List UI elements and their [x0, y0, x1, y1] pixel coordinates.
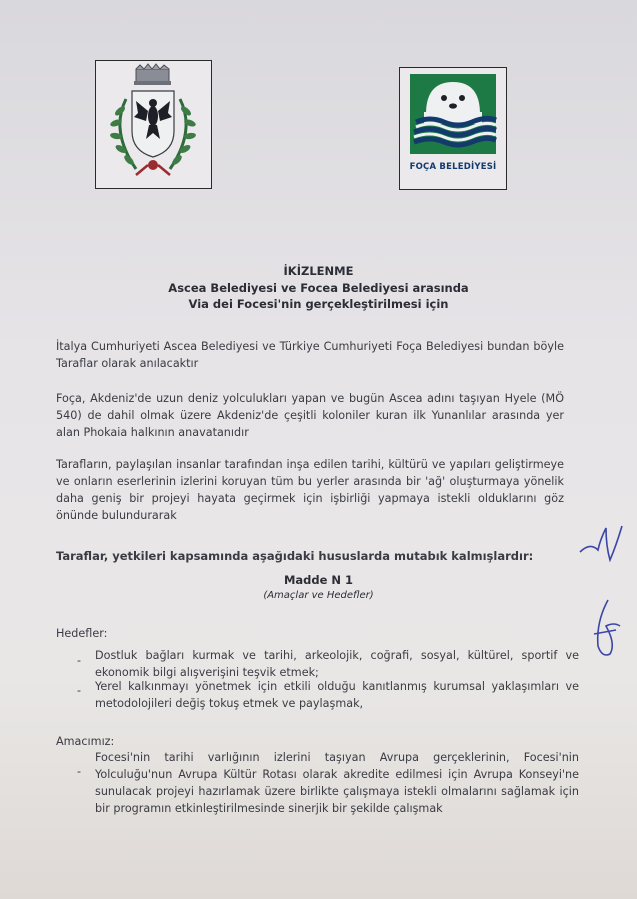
- bullet-dash: -: [77, 684, 82, 697]
- article-title: Madde N 1: [283, 573, 354, 587]
- foca-seal-icon: [400, 68, 506, 158]
- objectives-label: Hedefler:: [56, 627, 108, 640]
- paragraph-foca-history: Foça, Akdeniz'de uzun deniz yolculukları yapan ve bugün Ascea adını taşıyan Hyele (MÖ 540) de dahil olmak üzere Akdeniz'de çeşitli koloniler kuran ilk Yunanlılar arasında yer alan Phokaia halkının anavatanıdır: [56, 392, 564, 439]
- foca-logo-label: FOÇA BELEDİYESİ: [409, 162, 497, 172]
- document-subtitle-2: Via dei Focesi'nin gerçekleştirilmesi için: [188, 297, 449, 311]
- paragraph-parties: İtalya Cumhuriyeti Ascea Belediyesi ve Türkiye Cumhuriyeti Foça Belediyesi bundan böyle Taraflar olarak anılacaktır: [56, 340, 564, 370]
- paragraph-cooperation: Tarafların, paylaşılan insanlar tarafından inşa edilen tarihi, kültürü ve yapıları geliştirmeye ve onların eserlerinin izlerini koruyan tüm bu yerler arasında bir 'ağ' oluşturmaya yönelik daha geniş bir projeyi hayata geçirmek için işbirliği yapmaya istekli olduklarını göz önünde bulundurarak: [56, 458, 564, 522]
- foca-logo-frame: [399, 67, 507, 190]
- document-subtitle-1: Ascea Belediyesi ve Focea Belediyesi arasında: [168, 281, 469, 295]
- objective-item-1: Dostluk bağları kurmak ve tarihi, arkeolojik, coğrafi, sosyal, kültürel, sportif ve ekonomik bilgi alışverişini teşvik etmek;: [95, 649, 579, 679]
- bullet-dash: -: [77, 654, 82, 667]
- aim-item-1: Focesi'nin tarihi varlığının izlerini taşıyan Avrupa gerçeklerinin, Focesi'nin Yolculuğu'nun Avrupa Kültür Rotası olarak akredite edilmesi için Avrupa Konseyi'ne sunulacak projeyi hazırlamak üzere birlikte çalışmaya istekli olmalarını sağlamak için bir programın etkinleştirilmesinde sinerjik bir şekilde çalışmak: [95, 751, 579, 815]
- article-subtitle: (Amaçlar ve Hedefler): [263, 590, 374, 601]
- document-title: İKİZLENME: [283, 264, 354, 278]
- bullet-dash: -: [77, 765, 82, 778]
- agreement-statement: Taraflar, yetkileri kapsamında aşağıdaki hususlarda mutabık kalmışlardır:: [56, 549, 534, 563]
- aims-label: Amacımız:: [56, 735, 115, 748]
- ascea-logo-frame: [95, 60, 212, 189]
- signature-initial-1: [576, 522, 628, 566]
- objective-item-2: Yerel kalkınmayı yönetmek için etkili olduğu kanıtlanmış kurumsal yaklaşımları ve metodolojileri değiş tokuş etmek ve paylaşmak,: [95, 680, 579, 710]
- coat-of-arms-icon: [96, 61, 211, 188]
- signature-initial-2: [586, 596, 626, 662]
